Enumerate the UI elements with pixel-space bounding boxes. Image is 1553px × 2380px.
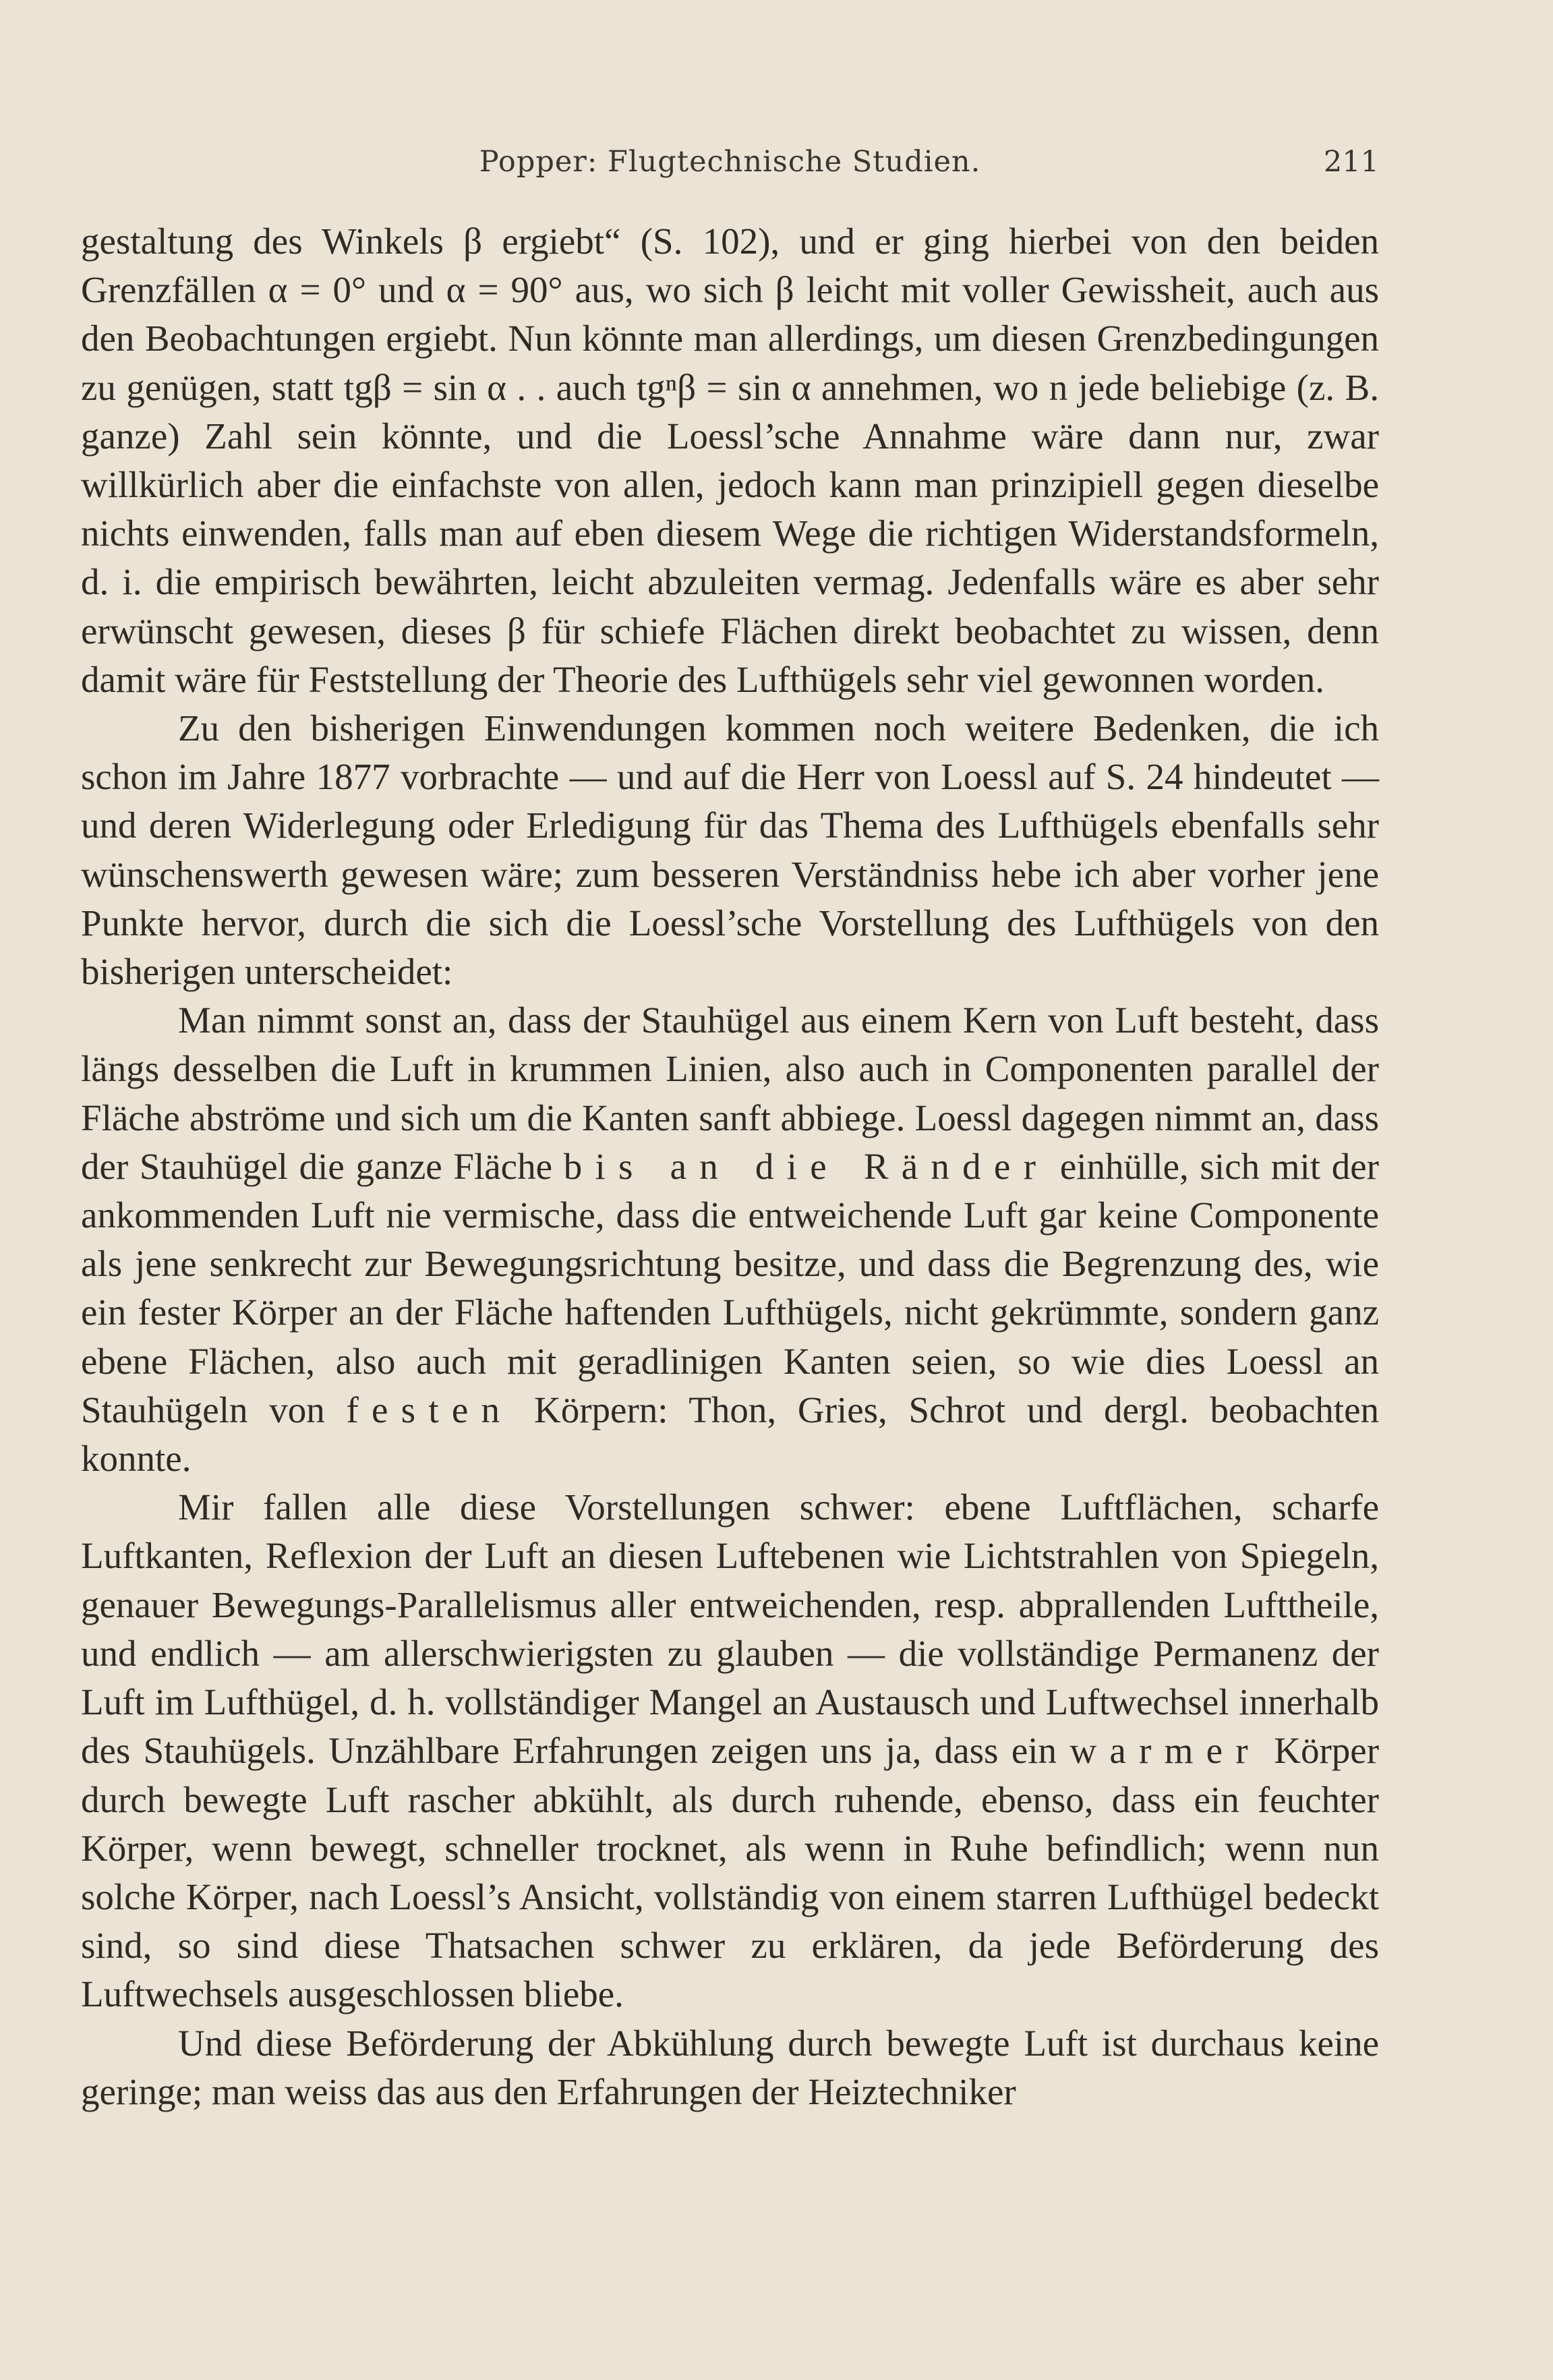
paragraph-1: gestaltung des Winkels β ergiebt“ (S. 102), und er ging hierbei von den beiden Grenzfällen α = 0° und α = 90° aus, wo sich β leicht mit voller Gewissheit, auch aus den Beobachtungen ergiebt. Nun könnte man allerdings, um diesen Grenzbedingungen zu genügen, statt tgβ = sin α . . auch tgⁿβ = sin α annehmen, wo n jede beliebige (z. B. ganze) Zahl sein könnte, und die Loessl’sche Annahme wäre dann nur, zwar willkürlich aber die einfachste von allen, jedoch kann man prinzipiell gegen dieselbe nichts einwenden, falls man auf eben diesem Wege die richtigen Widerstandsformeln, d. i. die empirisch bewährten, leicht abzuleiten vermag. Jedenfalls wäre es aber sehr erwünscht gewesen, dieses β für schiefe Flächen direkt beobachtet zu wissen, denn damit wäre für Feststellung der Theorie des Lufthügels sehr viel gewonnen worden.	[81, 221, 1379, 700]
emphasis-warmer: warmer	[1069, 1730, 1261, 1772]
paragraph-5: Und diese Beförderung der Abkühlung durch bewegte Luft ist durchaus keine geringe; man weiss das aus den Erfahrungen der Heiztechniker	[81, 2022, 1379, 2112]
paragraph-3-text-middle: einhülle, sich mit der ankommenden Luft nie vermische, dass die entweichende Luft gar keine Componente als jene senkrecht zur Bewegungsrichtung besitze, und dass die Begrenzung des, wie ein fester Körper an der Fläche haftenden Lufthügels, nicht gekrümmte, sondern ganz ebene Flächen, also auch mit geradlinigen Kanten seien, so wie dies Loessl an Stauhügeln von	[81, 1145, 1379, 1430]
paragraph-3-text-after: Körpern: Thon, Gries, Schrot und dergl. beobachten konnte.	[81, 1389, 1379, 1480]
paragraph-4-text-before: Mir fallen alle diese Vorstellungen schwer: ebene Luftflächen, scharfe Luftkanten, Reflexion der Luft an diesen Luftebenen wie Lichtstrahlen von Spiegeln, genauer Bewegungs-Parallelismus aller entweichenden, resp. abprallenden Lufttheile, und endlich — am allerschwierigsten zu glauben — die vollständige Permanenz der Luft im Lufthügel, d. h. vollständiger Mangel an Austausch und Luftwechsel innerhalb des Stauhügels. Unzählbare Erfahrungen zeigen uns ja, dass ein	[81, 1486, 1379, 1772]
paragraph-2: Zu den bisherigen Einwendungen kommen noch weitere Bedenken, die ich schon im Jahre 1877 vorbrachte — und auf die Herr von Loessl auf S. 24 hindeutet — und deren Widerlegung oder Erledigung für das Thema des Lufthügels ebenfalls sehr wünschenswerth gewesen wäre; zum besseren Verständniss hebe ich aber vorher jene Punkte hervor, durch die sich die Loessl’sche Vorstellung des Lufthügels von den bisherigen unterscheidet:	[81, 707, 1379, 993]
paragraph-3-text-before: Man nimmt sonst an, dass der Stauhügel aus einem Kern von Luft besteht, dass längs desselben die Luft in krummen Linien, also auch in Componenten parallel der Fläche abströme und sich um die Kanten sanft abbiege. Loessl dagegen nimmt an, dass der Stauhügel die ganze Fläche	[81, 999, 1379, 1187]
page-header	[81, 145, 1379, 192]
emphasis-bis-an-die-raender: bis an die Ränder	[563, 1145, 1049, 1187]
paragraph-3	[81, 996, 1379, 1483]
body-text	[81, 217, 1379, 2116]
running-head: Popper: Flugtechnische Studien.	[479, 145, 981, 179]
emphasis-festen: festen	[346, 1389, 513, 1430]
paragraph-4-text-after: Körper durch bewegte Luft rascher abkühlt, als durch ruhende, ebenso, dass ein feuchter Körper, wenn bewegt, schneller trocknet, als wenn in Ruhe befindlich; wenn nun solche Körper, nach Loessl’s Ansicht, vollständig von einem starren Lufthügel bedeckt sind, so sind diese Thatsachen schwer zu erklären, da jede Beförderung des Luftwechsels ausgeschlossen bliebe.	[81, 1730, 1380, 2015]
paragraph-4	[81, 1483, 1379, 2019]
page-number: 211	[1323, 145, 1379, 179]
